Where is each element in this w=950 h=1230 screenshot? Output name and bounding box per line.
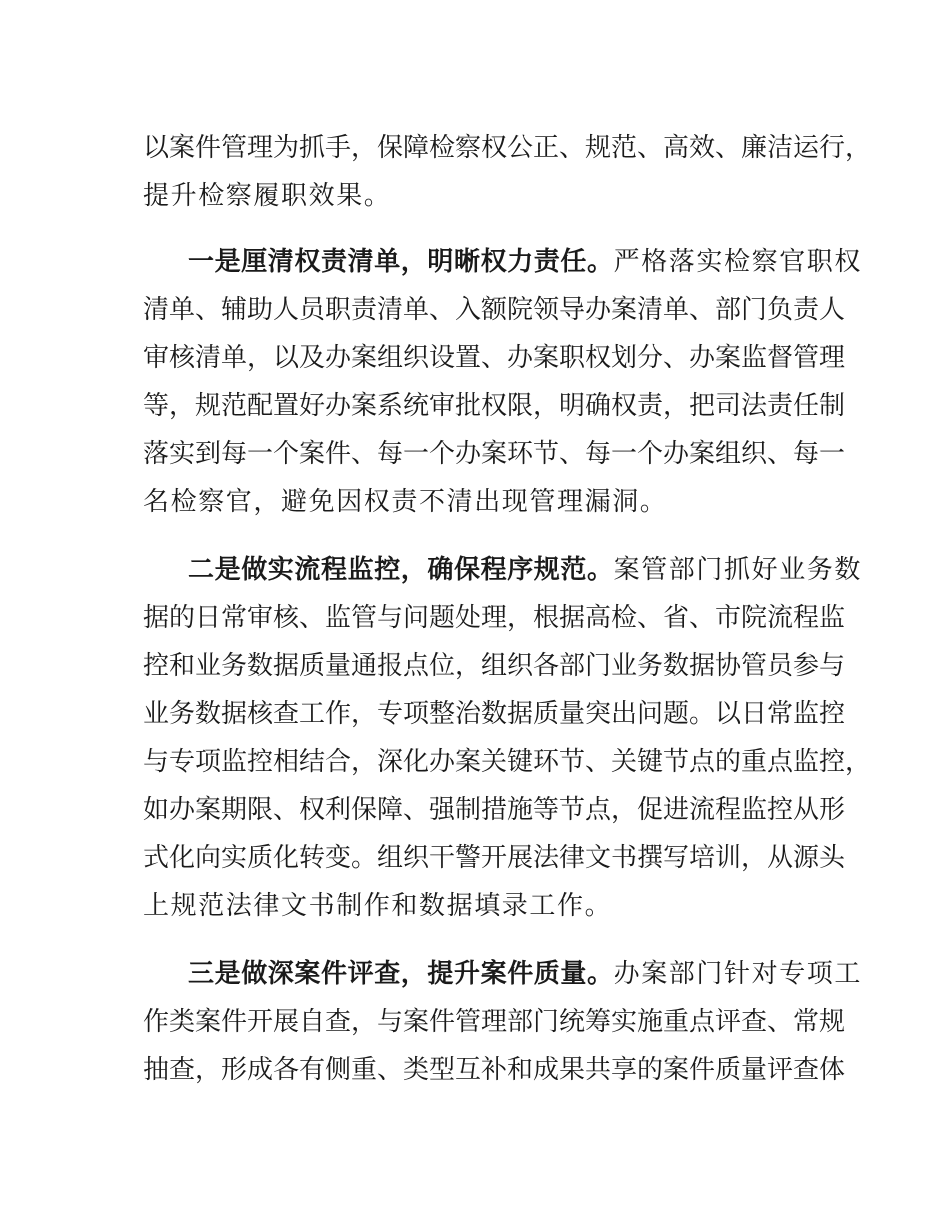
paragraph-line: 业务数据核查工作，专项整治数据质量突出问题。以日常监控 [143,699,846,729]
paragraph-heading: 三是做深案件评查，提升案件质量。 [188,959,614,989]
paragraph-line: 提升检察履职效果。 [143,181,392,211]
paragraph-text: 严格落实检察官职权 [613,247,863,277]
paragraph-text: 办案部门针对专项工 [613,959,863,989]
paragraph-line: 等，规范配置好办案系统审批权限，明确权责，把司法责任制 [143,391,846,421]
paragraph-heading: 二是做实流程监控，确保程序规范。 [188,555,614,585]
paragraph-line: 与专项监控相结合，深化办案关键环节、关键节点的重点监控， [143,747,872,777]
paragraph-line: 清单、辅助人员职责清单、入额院领导办案清单、部门负责人 [143,295,846,325]
paragraph-line: 据的日常审核、监管与问题处理，根据高检、省、市院流程监 [143,603,846,633]
paragraph-line: 作类案件开展自查，与案件管理部门统筹实施重点评查、常规 [143,1007,846,1037]
paragraph-first-line [188,546,862,594]
paragraph-text: 案管部门抓好业务数 [613,555,863,585]
paragraph-line: 抽查，形成各有侧重、类型互补和成果共享的案件质量评查体 [143,1055,846,1085]
paragraph-line: 审核清单，以及办案组织设置、办案职权划分、办案监督管理 [143,343,846,373]
paragraph-line: 落实到每一个案件、每一个办案环节、每一个办案组织、每一 [143,439,846,469]
paragraph-line: 名检察官，避免因权责不清出现管理漏洞。 [143,487,668,517]
paragraph-line: 上规范法律文书制作和数据填录工作。 [143,891,613,921]
paragraph-heading: 一是厘清权责清单，明晰权力责任。 [188,247,614,277]
paragraph-first-line [188,238,862,286]
paragraph-line: 如办案期限、权利保障、强制措施等节点，促进流程监控从形 [143,795,846,825]
paragraph-line: 以案件管理为抓手，保障检察权公正、规范、高效、廉洁运行， [143,133,872,163]
paragraph-first-line [188,950,862,998]
paragraph-line: 式化向实质化转变。组织干警开展法律文书撰写培训，从源头 [143,843,846,873]
paragraph-line: 控和业务数据质量通报点位，组织各部门业务数据协管员参与 [143,651,846,681]
